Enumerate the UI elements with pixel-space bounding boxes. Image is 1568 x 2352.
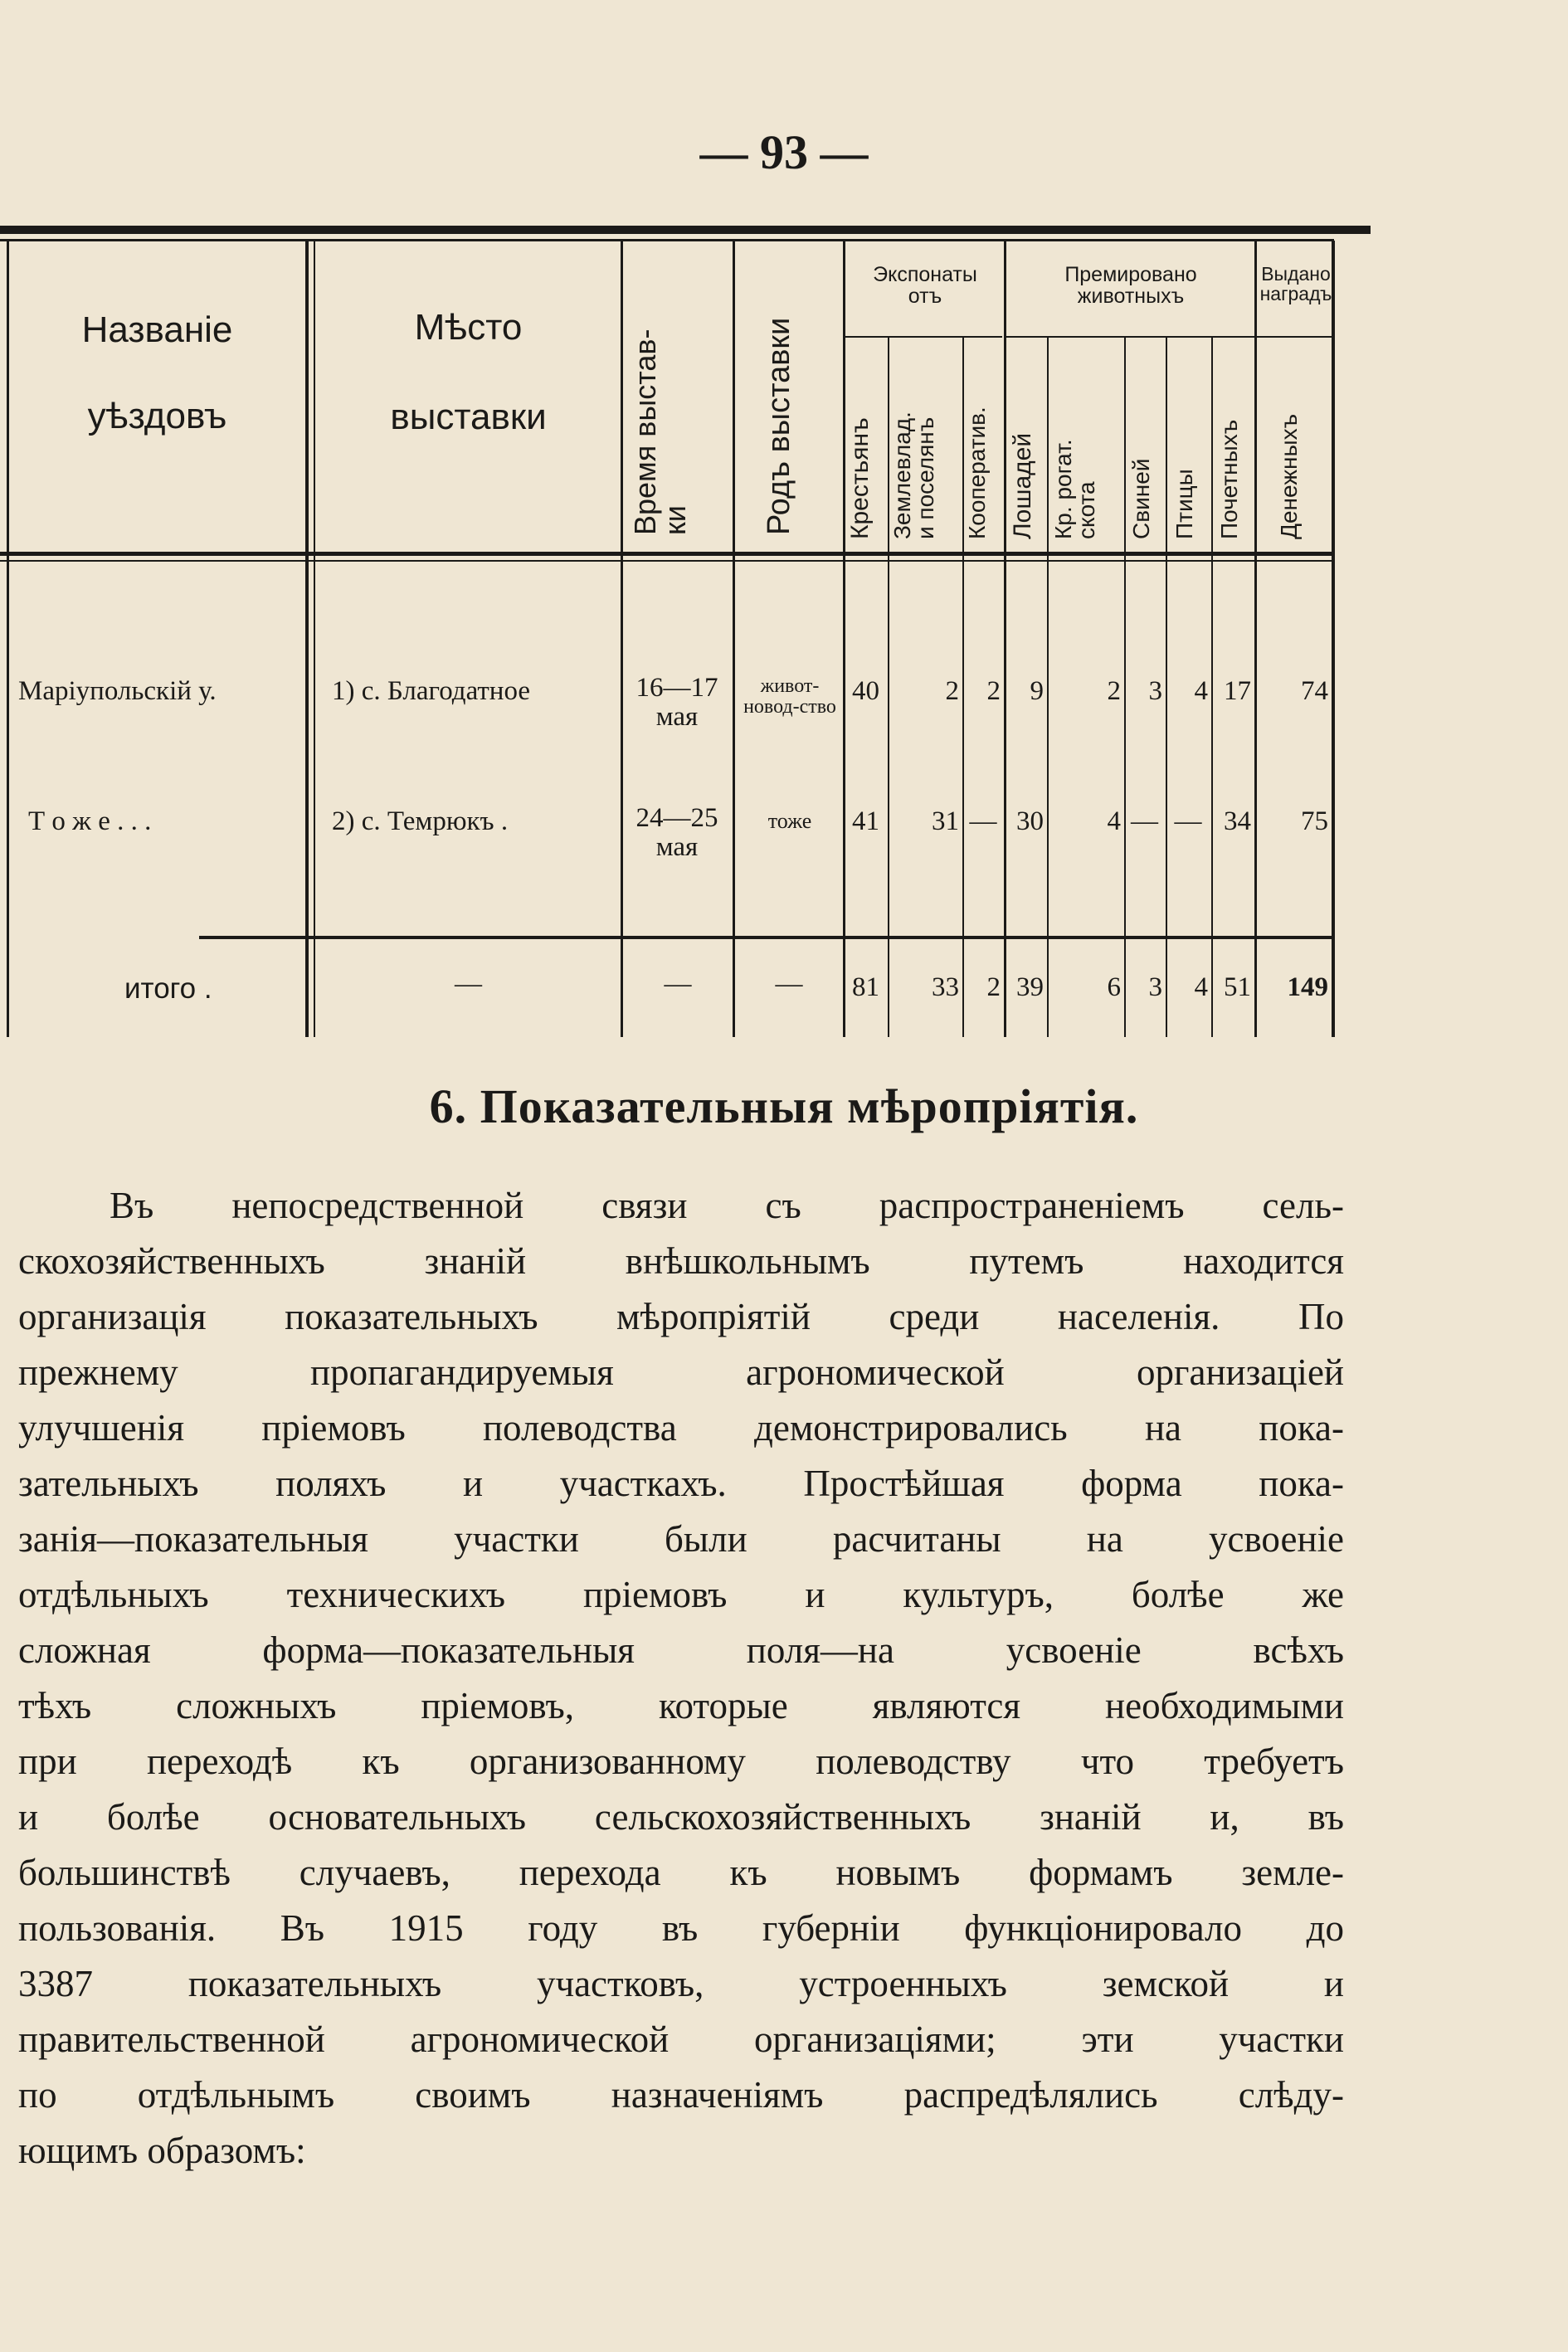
- cell-place: 2) с. Темрюкъ .: [332, 806, 509, 836]
- paragraph-line: ющимъ образомъ:: [18, 2130, 306, 2171]
- paragraph-line: зательныхъ поляхъ и участкахъ. Простѣйшая форма пока-: [18, 1463, 1344, 1504]
- cell-total-label: итого .: [124, 972, 212, 1005]
- cell-honorary: 34: [1224, 806, 1251, 836]
- paragraph-line: пользованія. Въ 1915 году въ губерніи функціонировало до: [18, 1907, 1344, 1949]
- header-cattle: Кр. рогат. скота: [1050, 439, 1099, 539]
- col-rule: [305, 241, 309, 1037]
- col-rule: [1124, 336, 1126, 1037]
- page-number: — 93 —: [699, 125, 869, 179]
- cell-cattle: 2: [1107, 676, 1121, 706]
- group-underline-exhibits: [845, 336, 1002, 338]
- col-rule: [1047, 336, 1049, 1037]
- header-pigs: Свиней: [1128, 458, 1154, 539]
- cell-kind: тоже: [767, 809, 812, 833]
- paragraph-line: отдѣльныхъ техническихъ пріемовъ и культуръ, болѣе же: [18, 1574, 1344, 1615]
- cell-total-time: —: [664, 969, 692, 999]
- cell-pigs: 3: [1148, 676, 1162, 706]
- cell-pigs: —: [1131, 806, 1158, 836]
- cell-time: 16—17 мая: [635, 673, 718, 732]
- cell-landowners: 31: [932, 806, 959, 836]
- header-honorary: Почетныхъ: [1216, 419, 1242, 539]
- paragraph-line: правительственной агрономической организаціями; эти участки: [18, 2018, 1344, 2060]
- col-rule: [1332, 241, 1335, 1037]
- col-rule: [621, 241, 623, 1037]
- cell-total-coops: 2: [986, 972, 1001, 1002]
- cell-monetary: 75: [1301, 806, 1328, 836]
- header-bottom-rule: [0, 552, 1334, 556]
- cell-total-peasants: 81: [852, 972, 879, 1002]
- cell-horses: 9: [1030, 676, 1044, 706]
- cell-landowners: 2: [945, 676, 959, 706]
- header-landowners: Землевлад. и поселянъ: [889, 411, 938, 539]
- paragraph-line: Въ непосредственной связи съ распространеніемъ сель-: [110, 1185, 1344, 1226]
- col-rule: [1004, 241, 1006, 1037]
- cell-cattle: 4: [1107, 806, 1121, 836]
- cell-total-honorary: 51: [1224, 972, 1251, 1002]
- table-top-rule-thin: [0, 239, 1334, 241]
- cell-total-cattle: 6: [1107, 972, 1121, 1002]
- paragraph-line: прежнему пропагандируемыя агрономической организаціей: [18, 1351, 1344, 1393]
- paragraph-line: организація показательныхъ мѣропріятій среди населенія. По: [18, 1296, 1344, 1337]
- col-rule: [1254, 241, 1257, 1037]
- header-coops: Кооператив.: [964, 407, 990, 539]
- cell-total-monetary: 149: [1287, 972, 1328, 1002]
- table-top-rule: [0, 226, 1371, 234]
- paragraph-line: 3387 показательныхъ участковъ, устроенныхъ земской и: [18, 1963, 1344, 2004]
- paragraph-line: улучшенія пріемовъ полеводства демонстрировались на пока-: [18, 1407, 1344, 1449]
- group-underline-awarded: [1006, 336, 1254, 338]
- header-bottom-rule-thin: [0, 560, 1334, 562]
- header-monetary: Денежныхъ: [1276, 413, 1302, 539]
- cell-horses: 30: [1016, 806, 1044, 836]
- group-underline-prizes: [1256, 336, 1334, 338]
- paragraph-line: тѣхъ сложныхъ пріемовъ, которые являются необходимыми: [18, 1685, 1344, 1726]
- paragraph-line: большинствѣ случаевъ, перехода къ новымъ формамъ земле-: [18, 1852, 1344, 1893]
- header-district: Названіе уѣздовъ: [81, 309, 233, 437]
- header-peasants: Крестьянъ: [846, 417, 874, 539]
- cell-place: 1) с. Благодатное: [332, 676, 530, 706]
- paragraph-line: сложная форма—показательныя поля—на усвоеніе всѣхъ: [18, 1629, 1344, 1671]
- paragraph-line: и болѣе основательныхъ сельскохозяйственныхъ знаній и, въ: [18, 1796, 1344, 1838]
- col-rule: [733, 241, 735, 1037]
- header-birds: Птицы: [1171, 469, 1197, 539]
- cell-time: 24—25 мая: [635, 803, 718, 862]
- header-place: Мѣсто выставки: [390, 307, 547, 438]
- paragraph-line: при переходѣ къ организованному полеводству что требуетъ: [18, 1741, 1344, 1782]
- cell-peasants: 40: [852, 676, 879, 706]
- col-rule: [314, 241, 315, 1037]
- cell-total-pigs: 3: [1148, 972, 1162, 1002]
- total-top-rule: [199, 936, 1334, 939]
- cell-total-landowners: 33: [932, 972, 959, 1002]
- col-rule: [7, 241, 9, 1037]
- cell-monetary: 74: [1301, 676, 1328, 706]
- cell-birds: 4: [1194, 676, 1208, 706]
- col-rule: [1166, 336, 1167, 1037]
- header-exhibits-group: Экспонаты отъ: [873, 263, 977, 309]
- cell-total-birds: 4: [1194, 972, 1208, 1002]
- cell-honorary: 17: [1224, 676, 1251, 706]
- paragraph-line: по отдѣльнымъ своимъ назначеніямъ распредѣлялись слѣду-: [18, 2074, 1344, 2116]
- header-prizes-group: Выдано наградъ: [1259, 263, 1332, 305]
- header-kind: Родъ выставки: [762, 317, 796, 535]
- paragraph-line: занія—показательныя участки были расчитаны на усвоеніе: [18, 1518, 1344, 1560]
- body-paragraph: [18, 1178, 1344, 2179]
- cell-coops: 2: [986, 676, 1001, 706]
- cell-coops: —: [969, 806, 997, 836]
- cell-total-horses: 39: [1016, 972, 1044, 1002]
- cell-district: Маріупольскій у.: [18, 676, 217, 706]
- paragraph-line: скохозяйственныхъ знаній внѣшкольнымъ путемъ находится: [18, 1240, 1344, 1282]
- cell-kind: живот-новод-ство: [743, 675, 836, 718]
- header-awarded-group: Премировано животныхъ: [1064, 263, 1197, 309]
- col-rule: [843, 241, 845, 1037]
- header-time: Время выстав- ки: [628, 329, 692, 535]
- section-title: 6. Показательныя мѣропріятія.: [429, 1079, 1139, 1133]
- cell-peasants: 41: [852, 806, 879, 836]
- cell-total-place: —: [455, 969, 482, 999]
- cell-total-kind: —: [775, 969, 803, 999]
- cell-birds: —: [1174, 806, 1202, 836]
- header-horses: Лошадей: [1009, 432, 1036, 539]
- cell-district: Т о ж е . . .: [28, 806, 152, 836]
